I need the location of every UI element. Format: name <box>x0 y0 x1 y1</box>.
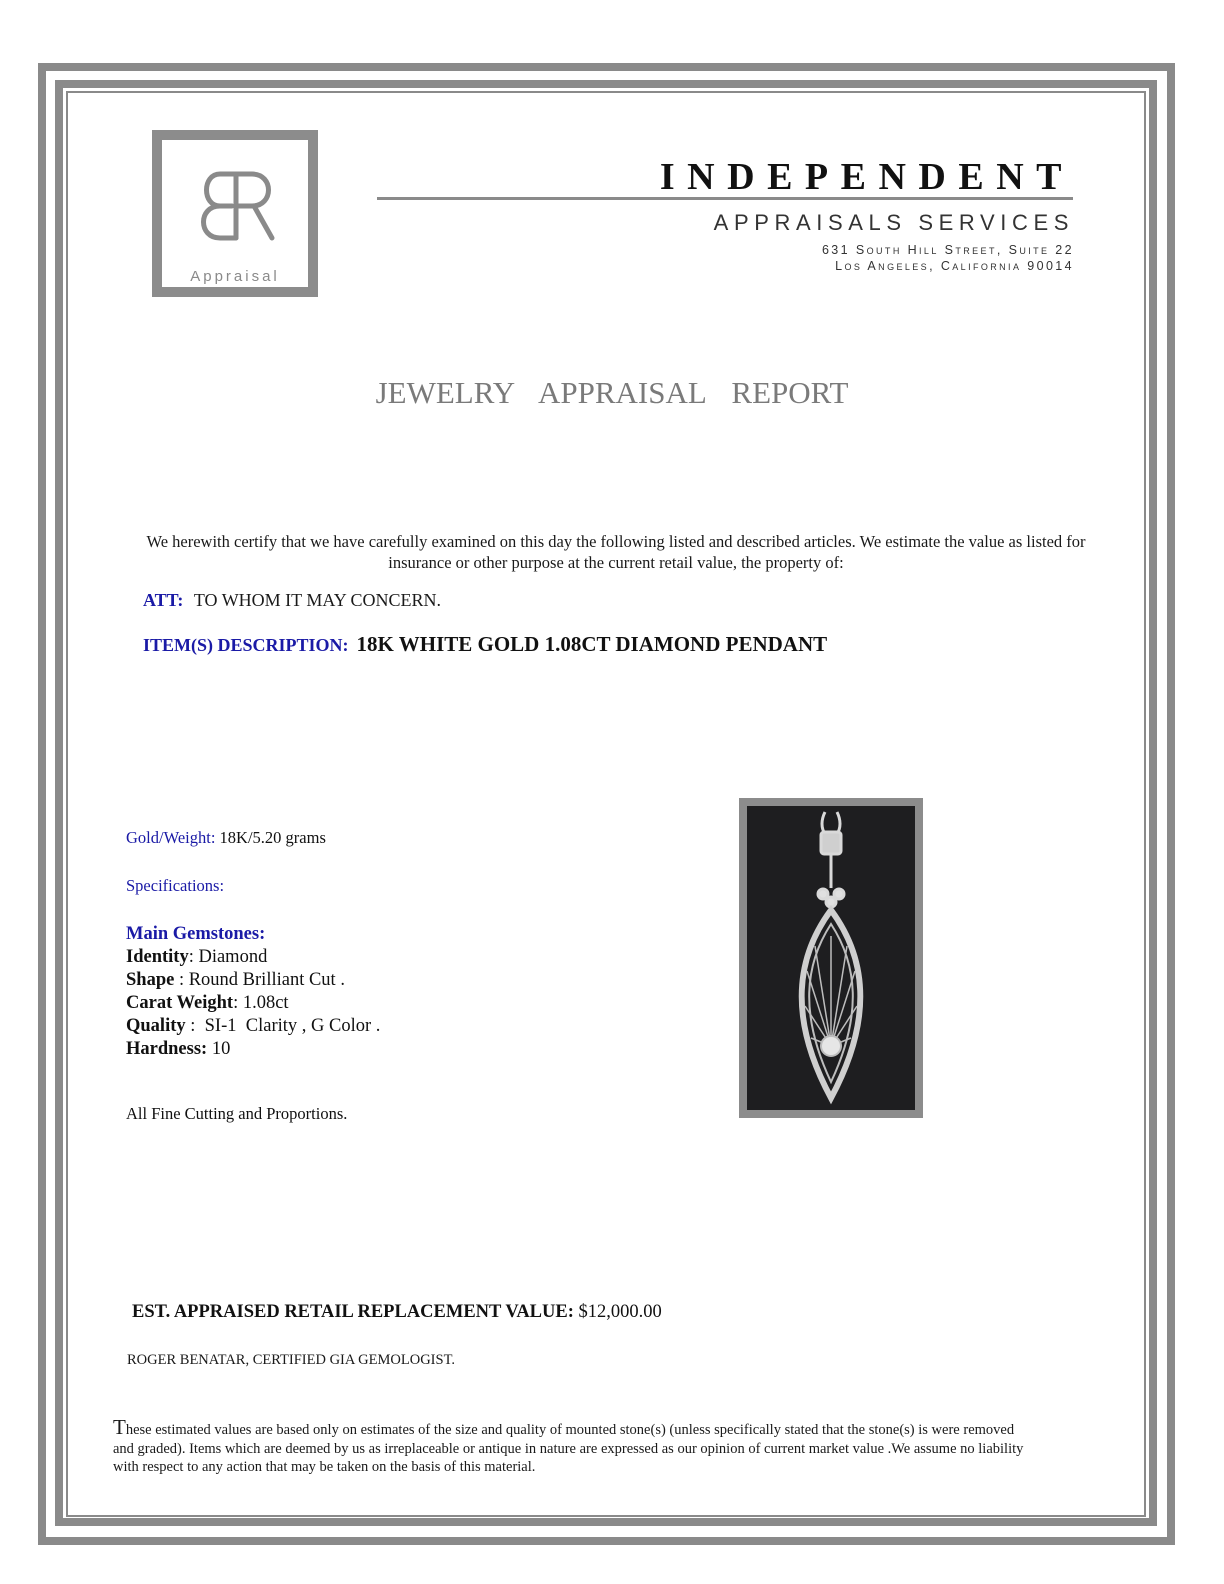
identity-label: Identity <box>126 947 189 967</box>
gold-weight <box>126 828 326 848</box>
pendant-photo <box>739 798 923 1118</box>
shape-row <box>126 969 380 992</box>
gold-weight-value: 18K/5.20 grams <box>219 828 326 847</box>
items-label: ITEM(S) DESCRIPTION: <box>143 635 349 655</box>
pendant-image-icon <box>747 806 915 1110</box>
specifications-label: Specifications: <box>126 876 225 895</box>
items-value: 18K WHITE GOLD 1.08CT DIAMOND PENDANT <box>356 632 828 656</box>
hardness-value: 10 <box>207 1039 231 1059</box>
hardness-row <box>126 1038 380 1061</box>
quality-value: : SI-1 Clarity , G Color . <box>185 1016 381 1036</box>
estimated-value <box>132 1302 662 1323</box>
hardness-label: Hardness: <box>126 1039 208 1059</box>
disclaimer-text: hese estimated values are based only on estimates of the size and quality of mounted stone(s) (unless specifically stated that the stone(s) is were removed and graded). Items which are deemed by us as irreplaceable or antique in nature are expressed as our opinion of current market value .We assume no liability with respect to any action that may be taken on the basis of this material. <box>113 1422 1024 1475</box>
att-label: ATT: <box>143 590 184 610</box>
quality-row <box>126 1015 380 1038</box>
estimated-value-amount: $12,000.00 <box>578 1302 662 1322</box>
identity-row <box>126 946 380 969</box>
identity-value: : Diamond <box>188 947 268 967</box>
items-description <box>143 632 827 657</box>
main-gemstones-heading: Main Gemstones: <box>126 924 266 944</box>
appraisal-logo <box>152 130 318 297</box>
gold-weight-label: Gold/Weight: <box>126 828 216 847</box>
shape-label: Shape <box>126 970 175 990</box>
fine-cutting-note: All Fine Cutting and Proportions. <box>126 1104 348 1123</box>
gemologist-signature: ROGER BENATAR, CERTIFIED GIA GEMOLOGIST. <box>127 1352 455 1368</box>
carat-value: : 1.08ct <box>233 993 289 1013</box>
certification-statement: We herewith certify that we have carefully examined on this day the following listed and described articles. We estimate the value as listed for insurance or other purpose at the current retail value, the property of: <box>146 532 1086 572</box>
disclaimer <box>113 1415 1033 1477</box>
address-line-1: 631 South Hill Street, Suite 22 <box>821 243 1074 257</box>
carat-row <box>126 992 380 1015</box>
att-value: TO WHOM IT MAY CONCERN. <box>193 590 442 610</box>
shape-value: : Round Brilliant Cut . <box>174 970 345 990</box>
logo-caption: Appraisal <box>190 268 280 285</box>
disclaimer-first-letter: T <box>113 1415 126 1439</box>
report-title: JEWELRY APPRAISAL REPORT <box>375 375 849 410</box>
company-subtitle: APPRAISALS SERVICES <box>713 210 1074 235</box>
main-gemstones <box>126 923 380 1061</box>
address-line-2: Los Angeles, California 90014 <box>835 259 1074 273</box>
quality-label: Quality <box>126 1016 186 1036</box>
att-line <box>143 590 441 611</box>
estimated-value-label: EST. APPRAISED RETAIL REPLACEMENT VALUE: <box>132 1302 574 1322</box>
carat-label: Carat Weight <box>126 993 234 1013</box>
er-logo-mark-icon <box>162 168 308 248</box>
company-name: INDEPENDENT <box>659 156 1074 198</box>
